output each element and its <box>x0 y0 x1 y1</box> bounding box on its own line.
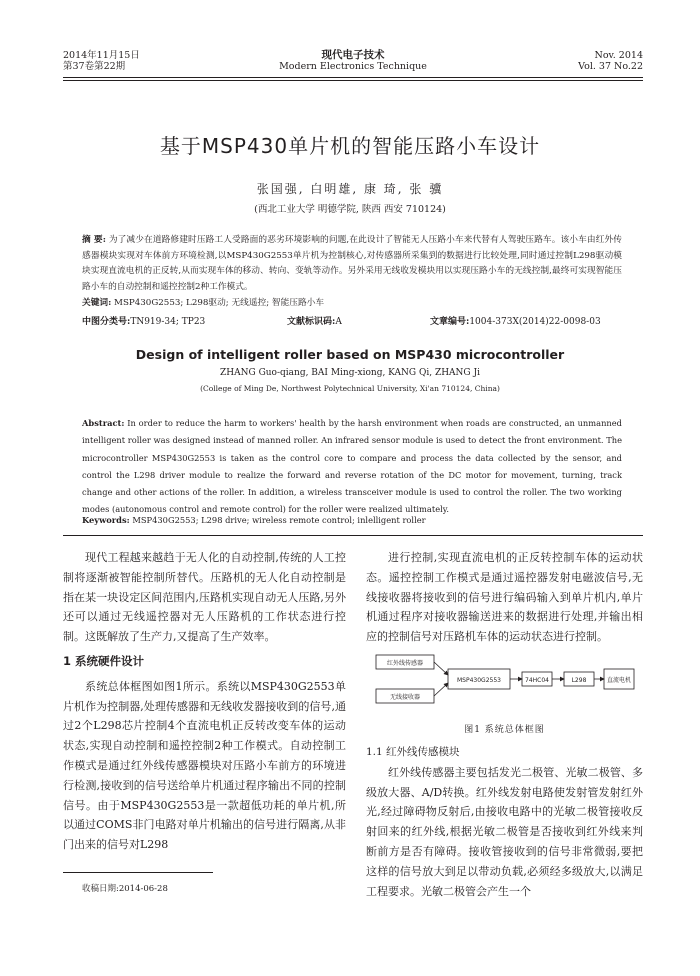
subsection-heading: 1.1 红外线传感模块 <box>366 745 460 758</box>
abstract-en-label: Abstract: <box>82 418 125 428</box>
header-rule-thick <box>63 80 643 81</box>
footnote-rule <box>63 872 213 873</box>
body-paragraph: 红外线传感器主要包括发光二极管、光敏二极管、多级放大器、A/D转换。红外线发射电路使发射管发射红外光,经过障碍物反射后,由接收电路中的光敏二极管接收反射回来的红外线,根据光敏二极管是否接收到红外线来判断前方是否有障碍。接收管接收到的信号非常微弱,要把这样的信号放大到足以带动负载,必须经多级放大,以满足工程要求。光敏二极管会产生一个 <box>366 765 643 898</box>
keywords-en-label: Keywords: <box>82 515 130 525</box>
abstract-cn-text: 为了减少在道路修建时压路工人受路面的恶劣环境影响的问题,在此设计了智能无人压路小车来代替有人驾驶压路车。该小车由红外传感器模块实现对车体前方环境检测,以MSP430G2553单片机为控制核心,对传感器所采集到的数据进行比较处理,同时通过控制L298驱动模块实现直流电机的正反转,从而实现车体的移动、转向、变轨等动作。另外采用无线收发模块用以实现压路小车的无线控制,最终可实现智能压路小车的自动控制和遥控控制2种工作模式。 <box>82 235 622 292</box>
label-wireless-receiver: 无线接收器 <box>389 693 421 701</box>
header-rule-thin <box>63 77 643 78</box>
label-dc-motor: 直流电机 <box>606 676 632 684</box>
keywords-cn <box>82 296 622 312</box>
header-right <box>578 50 643 72</box>
section-heading: 1 系统硬件设计 <box>63 653 145 668</box>
keywords-en <box>82 513 622 529</box>
label-mcu: MSP430G2553 <box>457 676 501 684</box>
body-paragraph: 进行控制,实现直流电机的正反转控制车体的运动状态。遥控控制工作模式是通过遥控器发射电磁波信号,无线接收器将接收到的信号进行编码输入到单片机内,单片机通过程序对接收器输送进来的数据进行处理,并输出相应的控制信号对压路机车体的运动状态进行控制。 <box>366 551 643 644</box>
document-code: 文献标识码:A <box>287 317 342 327</box>
author-list-en: ZHANG Guo-qiang, BAI Ming-xiong, KANG Qi, ZHANG Ji <box>220 368 480 378</box>
block-diagram <box>374 649 636 717</box>
label-l298: L298 <box>571 676 587 684</box>
paper-title: 基于MSP430单片机的智能压路小车设计 <box>159 134 541 158</box>
body-paragraph: 系统总体框图如图1所示。系统以MSP430G2553单片机作为控制器,处理传感器和无线收发器接收到的信号,通过2个L298芯片控制4个直流电机正反转改变车体的运动状态,实现自动控制和遥控控制2种工作模式。自动控制工作模式是通过红外线传感器模块对压路小车前方的环境进行检测,接收到的信号送给单片机通过程序输出不同的控制信号。由于MSP430G2553是一款超低功耗的单片机,所以通过COMS非门电路对单片机输出的信号进行隔离,从非门出来的信号对L298 <box>63 679 346 852</box>
article-number: 文章编号:1004-373X(2014)22-0098-03 <box>430 317 601 327</box>
keywords-cn-label: 关键词: <box>82 298 112 308</box>
keywords-cn-text: MSP430G2553; L298驱动; 无线遥控; 智能压路小车 <box>114 298 325 308</box>
journal-name-cn: 现代电子技术 <box>321 49 385 61</box>
arrow-sensor-mcu <box>434 662 448 675</box>
paper-title-en: Design of intelligent roller based on MSP430 microcontroller <box>135 347 565 362</box>
clc-number: 中图分类号:TN919-34; TP23 <box>82 317 206 327</box>
journal-name-en: Modern Electronics Technique <box>279 61 427 72</box>
abstract-cn-label: 摘 要: <box>82 235 106 245</box>
abstract-separator <box>63 535 643 536</box>
keywords-en-text: MSP430G2553; L298 drive; wireless remote control; inlelligent roller <box>132 515 426 525</box>
arrow-receiver-mcu <box>434 683 448 696</box>
right-column <box>366 548 643 901</box>
header-volume-en: Vol. 37 No.22 <box>578 61 643 72</box>
abstract-en <box>82 415 622 519</box>
header-date-en: Nov. 2014 <box>594 50 643 61</box>
figure-caption: 图1 系统总体框图 <box>464 724 545 735</box>
header-center <box>63 50 643 72</box>
author-list: 张国强, 白明雄, 康 琦, 张 骥 <box>256 182 444 196</box>
label-74hc04: 74HC04 <box>525 676 549 684</box>
affiliation-en: (College of Ming De, Northwest Polytechnical University, Xi'an 710124, China) <box>200 384 500 393</box>
figure-1 <box>366 649 643 739</box>
label-infrared-sensor: 红外线传感器 <box>386 659 424 667</box>
abstract-cn <box>82 233 622 295</box>
abstract-en-text: In order to reduce the harm to workers' health by the harsh environment when roads are constructed, an unmanned intelligent roller was designed instead of manned roller. An infrared sensor module is used to detect the front environment. The microcontroller MSP430G2553 is taken as the control core to compare and process the data collected by the sensor, and control the L298 driver module to realize the forward and reverse rotation of the DC motor for movement, turning, track change and other actions of the roller. In addition, a wireless transceiver module is used to control the roller. The two working modes (autonomous control and remote control) for the roller were realized ultimately. <box>82 418 622 515</box>
received-date: 收稿日期:2014-06-28 <box>82 884 168 894</box>
affiliation: (西北工业大学 明德学院, 陕西 西安 710124) <box>254 204 446 215</box>
header-date: 2014年11月15日 <box>63 50 140 61</box>
intro-paragraph: 现代工程越来越趋于无人化的自动控制,传统的人工控制将逐渐被智能控制所替代。压路机的无人化自动控制是指在某一块设定区间范围内,压路机实现自动无人压路,另外还可以通过无线遥控器对无人压路机的工作状态进行控制。这既解放了生产力,又提高了生产效率。 <box>63 551 346 644</box>
left-column <box>63 548 346 855</box>
header-volume-cn: 第37卷第22期 <box>63 61 126 72</box>
